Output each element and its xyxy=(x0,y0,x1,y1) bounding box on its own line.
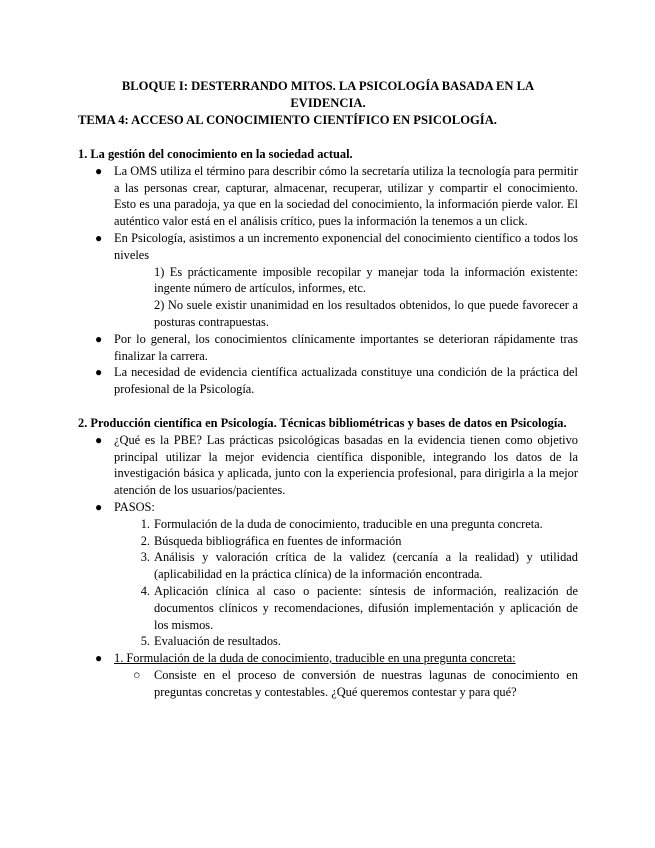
step-text: Evaluación de resultados. xyxy=(154,634,281,649)
step-text: Búsqueda bibliográfica en fuentes de información xyxy=(154,533,402,548)
steps-list xyxy=(78,516,578,650)
list-item-text: PASOS: xyxy=(114,499,155,514)
step-item xyxy=(78,549,578,583)
list-item xyxy=(78,432,578,499)
section-2-list xyxy=(78,432,578,516)
title-line-2: EVIDENCIA. xyxy=(290,96,366,110)
topic-heading: TEMA 4: ACCESO AL CONOCIMIENTO CIENTÍFICO EN PSICOLOGÍA. xyxy=(78,113,497,127)
bullet-icon: ● xyxy=(95,163,103,178)
step-number: 1. xyxy=(140,516,150,531)
list-item-text: Por lo general, los conocimientos clínicamente importantes se deterioran rápidamente tras finalizar la carrera. xyxy=(114,331,578,363)
document-title xyxy=(78,78,578,112)
step-number: 4. xyxy=(140,583,150,598)
list-item-text: En Psicología, asistimos a un incremento exponencial del conocimiento científico a todos los niveles xyxy=(114,230,578,262)
step-number: 5. xyxy=(140,634,150,649)
sub-list-item xyxy=(78,667,578,701)
bullet-icon: ● xyxy=(95,331,103,346)
step-text: Formulación de la duda de conocimiento, traducible en una pregunta concreta. xyxy=(154,516,543,531)
list-item xyxy=(78,499,578,516)
circle-bullet-icon: ○ xyxy=(133,667,141,682)
sub-list-item-text: Consiste en el proceso de conversión de nuestras lagunas de conocimiento en preguntas concretas y contestables. ¿Qué queremos contestar y para qué? xyxy=(154,667,578,699)
title-line-1: BLOQUE I: DESTERRANDO MITOS. LA PSICOLOGÍA BASADA EN LA xyxy=(121,79,535,93)
list-item-text: 1. Formulación de la duda de conocimiento, traducible en una pregunta concreta: xyxy=(114,651,516,666)
bullet-icon: ● xyxy=(95,230,103,245)
section-1-list xyxy=(78,163,578,264)
document-content xyxy=(78,78,578,701)
section-1-heading: 1. La gestión del conocimiento en la sociedad actual. xyxy=(78,147,353,161)
sub-point-1: 1) Es prácticamente imposible recopilar y manejar toda la información existente: ingente número de artículos, informes, etc. xyxy=(154,264,578,296)
section-2-heading: 2. Producción científica en Psicología. Técnicas bibliométricas y bases de datos en Psicología. xyxy=(78,415,567,430)
list-item-text: La OMS utiliza el término para describir cómo la secretaría utiliza la tecnología para permitir a las personas crear, capturar, almacenar, recuperar, utilizar y compartir el conocimiento. Esto es una paradoja, ya que en la sociedad del conocimiento, la información pierde valor. El auténtico valor está en el análisis crítico, pues la información la tenemos a un click. xyxy=(114,163,578,229)
step-text: Aplicación clínica al caso o paciente: síntesis de información, realización de documentos clínicos y recomendaciones, difusión implementación y aplicación de los mismos. xyxy=(154,583,578,632)
step-item xyxy=(78,583,578,633)
list-item xyxy=(78,364,578,398)
section-2-list-cont xyxy=(78,650,578,667)
list-item xyxy=(78,230,578,264)
step-text: Análisis y valoración crítica de la validez (cercanía a la realidad) y utilidad (aplicabilidad en la práctica clínica) de la información encontrada. xyxy=(154,550,578,582)
list-item-text: ¿Qué es la PBE? Las prácticas psicológicas basadas en la evidencia tienen como objetivo principal utilizar la mejor evidencia científica disponible, integrando los datos de la investigación básica y aplicada, junto con la experiencia profesional, para dirigirla a la mejor atención de los usuarios/pacientes. xyxy=(114,432,578,498)
bullet-icon: ● xyxy=(95,432,103,447)
list-item xyxy=(78,331,578,365)
list-item-text: La necesidad de evidencia científica actualizada constituye una condición de la práctica del profesional de la Psicología. xyxy=(114,365,578,397)
bullet-icon: ● xyxy=(95,365,103,380)
step-item xyxy=(78,633,578,650)
section-2 xyxy=(78,415,578,701)
section-1 xyxy=(78,146,578,398)
list-item xyxy=(78,650,578,667)
bullet-icon: ● xyxy=(95,499,103,514)
sub-list xyxy=(78,667,578,701)
section-1-list-cont xyxy=(78,331,578,398)
step-item xyxy=(78,516,578,533)
bullet-icon: ● xyxy=(95,651,103,666)
step-item xyxy=(78,533,578,550)
step-number: 3. xyxy=(140,550,150,565)
sub-point-2: 2) No suele existir unanimidad en los resultados obtenidos, lo que puede favorecer a posturas contrapuestas. xyxy=(154,298,578,329)
list-item xyxy=(78,163,578,230)
step-number: 2. xyxy=(140,533,150,548)
